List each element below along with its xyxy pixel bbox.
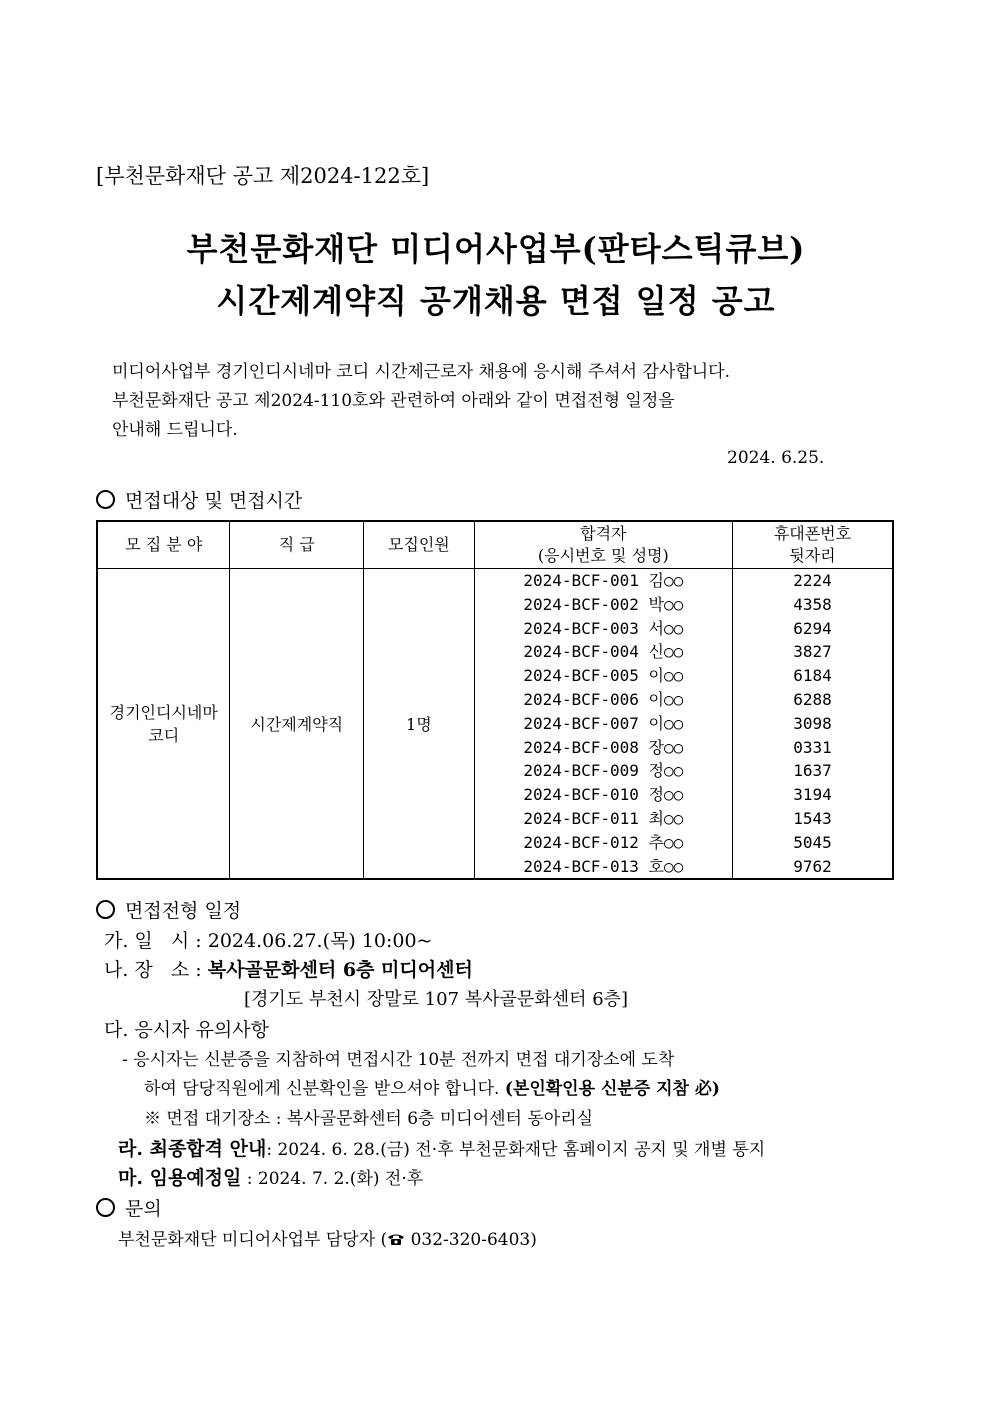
section-title-interview-targets: 면접대상 및 면접시간 bbox=[96, 486, 302, 513]
applicant-phone: 0331 bbox=[793, 737, 832, 757]
applicant-id: 2024-BCF-007 이○○ bbox=[523, 713, 684, 733]
table-row bbox=[97, 569, 893, 880]
applicant-id: 2024-BCF-011 최○○ bbox=[523, 808, 684, 828]
place-address: [경기도 부천시 장말로 107 복사골문화센터 6층] bbox=[244, 989, 629, 1010]
note-line-1: - 응시자는 신분증을 지참하여 면접시간 10분 전까지 면접 대기장소에 도착 bbox=[122, 1050, 675, 1070]
intro-line-3: 안내해 드립니다. bbox=[112, 420, 238, 440]
notes-title: 다. 응시자 유의사항 bbox=[104, 1019, 269, 1041]
applicant-id: 2024-BCF-013 호○○ bbox=[523, 856, 684, 876]
phone-cell bbox=[732, 569, 893, 880]
appointment-date: 마. 임용예정일 : 2024. 7. 2.(화) 전·후 bbox=[118, 1167, 424, 1189]
field-cell: 경기인디시네마 코디 bbox=[97, 569, 230, 880]
applicant-id: 2024-BCF-005 이○○ bbox=[523, 666, 684, 686]
intro-line-1: 미디어사업부 경기인디시네마 코디 시간제근로자 채용에 응시해 주셔서 감사합니다. bbox=[112, 362, 730, 382]
schedule-place: 나. 장 소 : 복사골문화센터 6층 미디어센터 bbox=[104, 959, 473, 981]
applicant-id: 2024-BCF-010 정○○ bbox=[523, 785, 684, 805]
schedule-date: 가. 일 시 : 2024.06.27.(목) 10:00~ bbox=[104, 930, 433, 952]
intro-line-2: 부천문화재단 공고 제2024-110호와 관련하여 아래와 같이 면접전형 일정을 bbox=[112, 391, 675, 411]
header-phone: 휴대폰번호 뒷자리 bbox=[732, 521, 893, 569]
interview-table bbox=[96, 520, 894, 880]
applicant-phone: 2224 bbox=[793, 571, 832, 590]
note-line-2: 하여 담당직원에게 신분확인을 받으셔야 합니다. (본인확인용 신분증 지참 必) bbox=[144, 1079, 720, 1099]
applicant-id: 2024-BCF-009 정○○ bbox=[523, 761, 684, 781]
header-field: 모 집 분 야 bbox=[97, 521, 230, 569]
applicant-phone: 3098 bbox=[793, 713, 832, 733]
applicant-id: 2024-BCF-006 이○○ bbox=[523, 689, 684, 709]
applicant-id: 2024-BCF-002 박○○ bbox=[523, 594, 684, 614]
grade-cell: 시간제계약직 bbox=[230, 569, 364, 880]
table-header-row bbox=[97, 521, 893, 569]
notice-number: [부천문화재단 공고 제2024-122호] bbox=[96, 164, 430, 188]
note-line-3: ※ 면접 대기장소 : 복사골문화센터 6층 미디어센터 동아리실 bbox=[144, 1109, 594, 1129]
page-title-line2: 시간제계약직 공개채용 면접 일정 공고 bbox=[216, 282, 776, 320]
applicant-id: 2024-BCF-003 서○○ bbox=[523, 618, 684, 638]
page-title-line1: 부천문화재단 미디어사업부(판타스틱큐브) bbox=[186, 230, 806, 268]
contact-line: 부천문화재단 미디어사업부 담당자 ( 032-320-6403) bbox=[118, 1230, 537, 1250]
phone-icon bbox=[387, 1233, 405, 1246]
section-title-inquiry: 문의 bbox=[96, 1194, 162, 1221]
applicant-id: 2024-BCF-012 추○○ bbox=[523, 832, 684, 852]
applicant-id: 2024-BCF-004 신○○ bbox=[523, 642, 684, 662]
applicant-phone: 1637 bbox=[793, 761, 832, 781]
applicant-phone: 6294 bbox=[793, 618, 832, 638]
applicant-id: 2024-BCF-001 김○○ bbox=[523, 571, 684, 590]
circle-bullet-icon bbox=[96, 490, 115, 509]
applicant-phone: 4358 bbox=[793, 594, 832, 614]
applicant-phone: 1543 bbox=[793, 808, 832, 828]
header-passers: 합격자 (응시번호 및 성명) bbox=[474, 521, 732, 569]
circle-bullet-icon bbox=[96, 900, 115, 919]
announce-date: 2024. 6.25. bbox=[727, 448, 825, 468]
applicant-phone: 6184 bbox=[793, 666, 832, 686]
count-cell: 1명 bbox=[364, 569, 475, 880]
header-count: 모집인원 bbox=[364, 521, 475, 569]
applicant-phone: 3827 bbox=[793, 642, 832, 662]
applicant-id: 2024-BCF-008 장○○ bbox=[523, 737, 684, 757]
applicant-phone: 5045 bbox=[793, 832, 832, 852]
circle-bullet-icon bbox=[96, 1198, 115, 1217]
applicant-phone: 6288 bbox=[793, 689, 832, 709]
header-grade: 직 급 bbox=[230, 521, 364, 569]
section-title-schedule: 면접전형 일정 bbox=[96, 896, 241, 923]
applicant-phone: 9762 bbox=[793, 856, 832, 876]
applicant-id-cell bbox=[474, 569, 732, 880]
final-pass-notice: 라. 최종합격 안내: 2024. 6. 28.(금) 전·후 부천문화재단 홈페이지 공지 및 개별 통지 bbox=[118, 1138, 766, 1160]
applicant-phone: 3194 bbox=[793, 785, 832, 805]
